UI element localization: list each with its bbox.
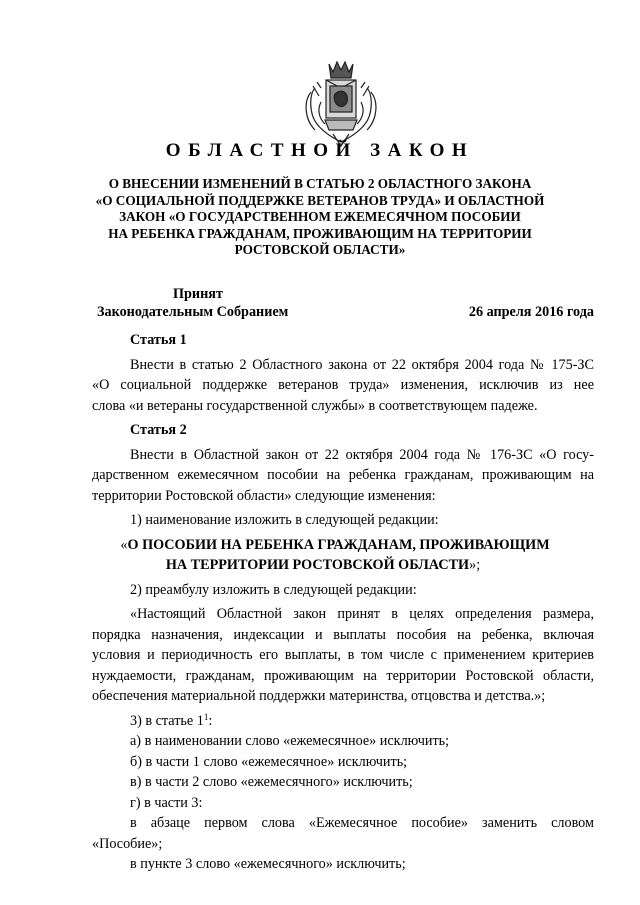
preamble-line: «Настоящий Областной закон принят в целях определения размера,	[130, 606, 594, 622]
article1-heading: Статья 1	[130, 332, 187, 348]
accepted-label: Принят	[173, 286, 223, 302]
paragraph-2: в пункте 3 слово «ежемесячного» исключить;	[130, 856, 406, 872]
article2-heading: Статья 2	[130, 422, 187, 438]
item-2: 2) преамбулу изложить в следующей редакции:	[130, 581, 417, 598]
new-name-line-2	[92, 555, 594, 576]
subtitle-line: НА РЕБЕНКА ГРАЖДАНАМ, ПРОЖИВАЮЩИМ НА ТЕРРИТОРИИ	[108, 225, 532, 241]
preamble-line: условия и периодичность его выплаты, в том числе с применением критериев	[92, 647, 594, 663]
new-name-line-1	[92, 535, 594, 556]
paragraph-1-line: «Пособие»;	[92, 835, 163, 852]
paragraph-1-line: в абзаце первом слова «Ежемесячное пособие» заменить словом	[130, 815, 594, 831]
document-title: ОБЛАСТНОЙ ЗАКОН	[165, 140, 475, 161]
subitem-a: а) в наименовании слово «ежемесячное» исключить;	[130, 733, 450, 749]
article1-line: слова «и ветераны государственной службы» в соответствующем падеже.	[92, 397, 538, 414]
article1-line: «О социальной поддержке ветеранов труда» изменения, исключив из нее	[92, 377, 594, 393]
rostov-coat-of-arms-icon	[299, 58, 383, 150]
article2-intro-line: дарственном ежемесячном пособии на ребенка гражданам, проживающим на	[92, 467, 594, 483]
quote-close: »;	[469, 557, 481, 573]
quote-open: «	[120, 536, 128, 553]
subtitle-line: «О СОЦИАЛЬНОЙ ПОДДЕРЖКЕ ВЕТЕРАНОВ ТРУДА» И ОБЛАСТНОЙ	[95, 192, 545, 208]
subitem-g: г) в части 3:	[130, 794, 203, 811]
new-name-text-2: НА ТЕРРИТОРИИ РОСТОВСКОЙ ОБЛАСТИ	[165, 557, 470, 573]
subtitle-line: ЗАКОН «О ГОСУДАРСТВЕННОМ ЕЖЕМЕСЯЧНОМ ПОСОБИИ	[119, 209, 521, 225]
item-3	[92, 711, 594, 732]
subtitle-line: О ВНЕСЕНИИ ИЗМЕНЕНИЙ В СТАТЬЮ 2 ОБЛАСТНОГО ЗАКОНА	[108, 176, 532, 191]
item-3-sup: 1	[203, 711, 209, 722]
preamble-line: обеспечения материальной поддержки материнства, отцовства и детства.»;	[92, 688, 546, 704]
subitem-v: в) в части 2 слово «ежемесячного» исключить;	[130, 774, 413, 790]
subitem-b: б) в части 1 слово «ежемесячное» исключить;	[130, 753, 408, 770]
subtitle-line: РОСТОВСКОЙ ОБЛАСТИ»	[234, 242, 406, 258]
preamble-line: нуждаемости, гражданам, проживающим на территории Ростовской области,	[92, 667, 594, 684]
accepted-by: Законодательным Собранием	[97, 304, 289, 320]
document-body	[92, 330, 594, 875]
preamble-line: порядка назначения, индексации и выплаты пособия на ребенка, включая	[92, 626, 594, 643]
article1-line: Внести в статью 2 Областного закона от 22 октября 2004 года № 175-ЗС	[130, 356, 594, 373]
article2-intro-line: Внести в Областной закон от 22 октября 2004 года № 176-ЗС «О госу-	[130, 446, 594, 463]
item-3-suffix: :	[208, 712, 213, 729]
accepted-date: 26 апреля 2016 года	[468, 304, 594, 320]
article2-intro-line: территории Ростовской области» следующие изменения:	[92, 487, 436, 504]
new-name-text-1: О ПОСОБИИ НА РЕБЕНКА ГРАЖДАНАМ, ПРОЖИВАЮЩИМ	[127, 536, 550, 553]
item-1: 1) наименование изложить в следующей редакции:	[130, 512, 439, 528]
item-3-prefix: 3) в статье 1	[130, 712, 204, 729]
law-subtitle	[0, 176, 640, 259]
